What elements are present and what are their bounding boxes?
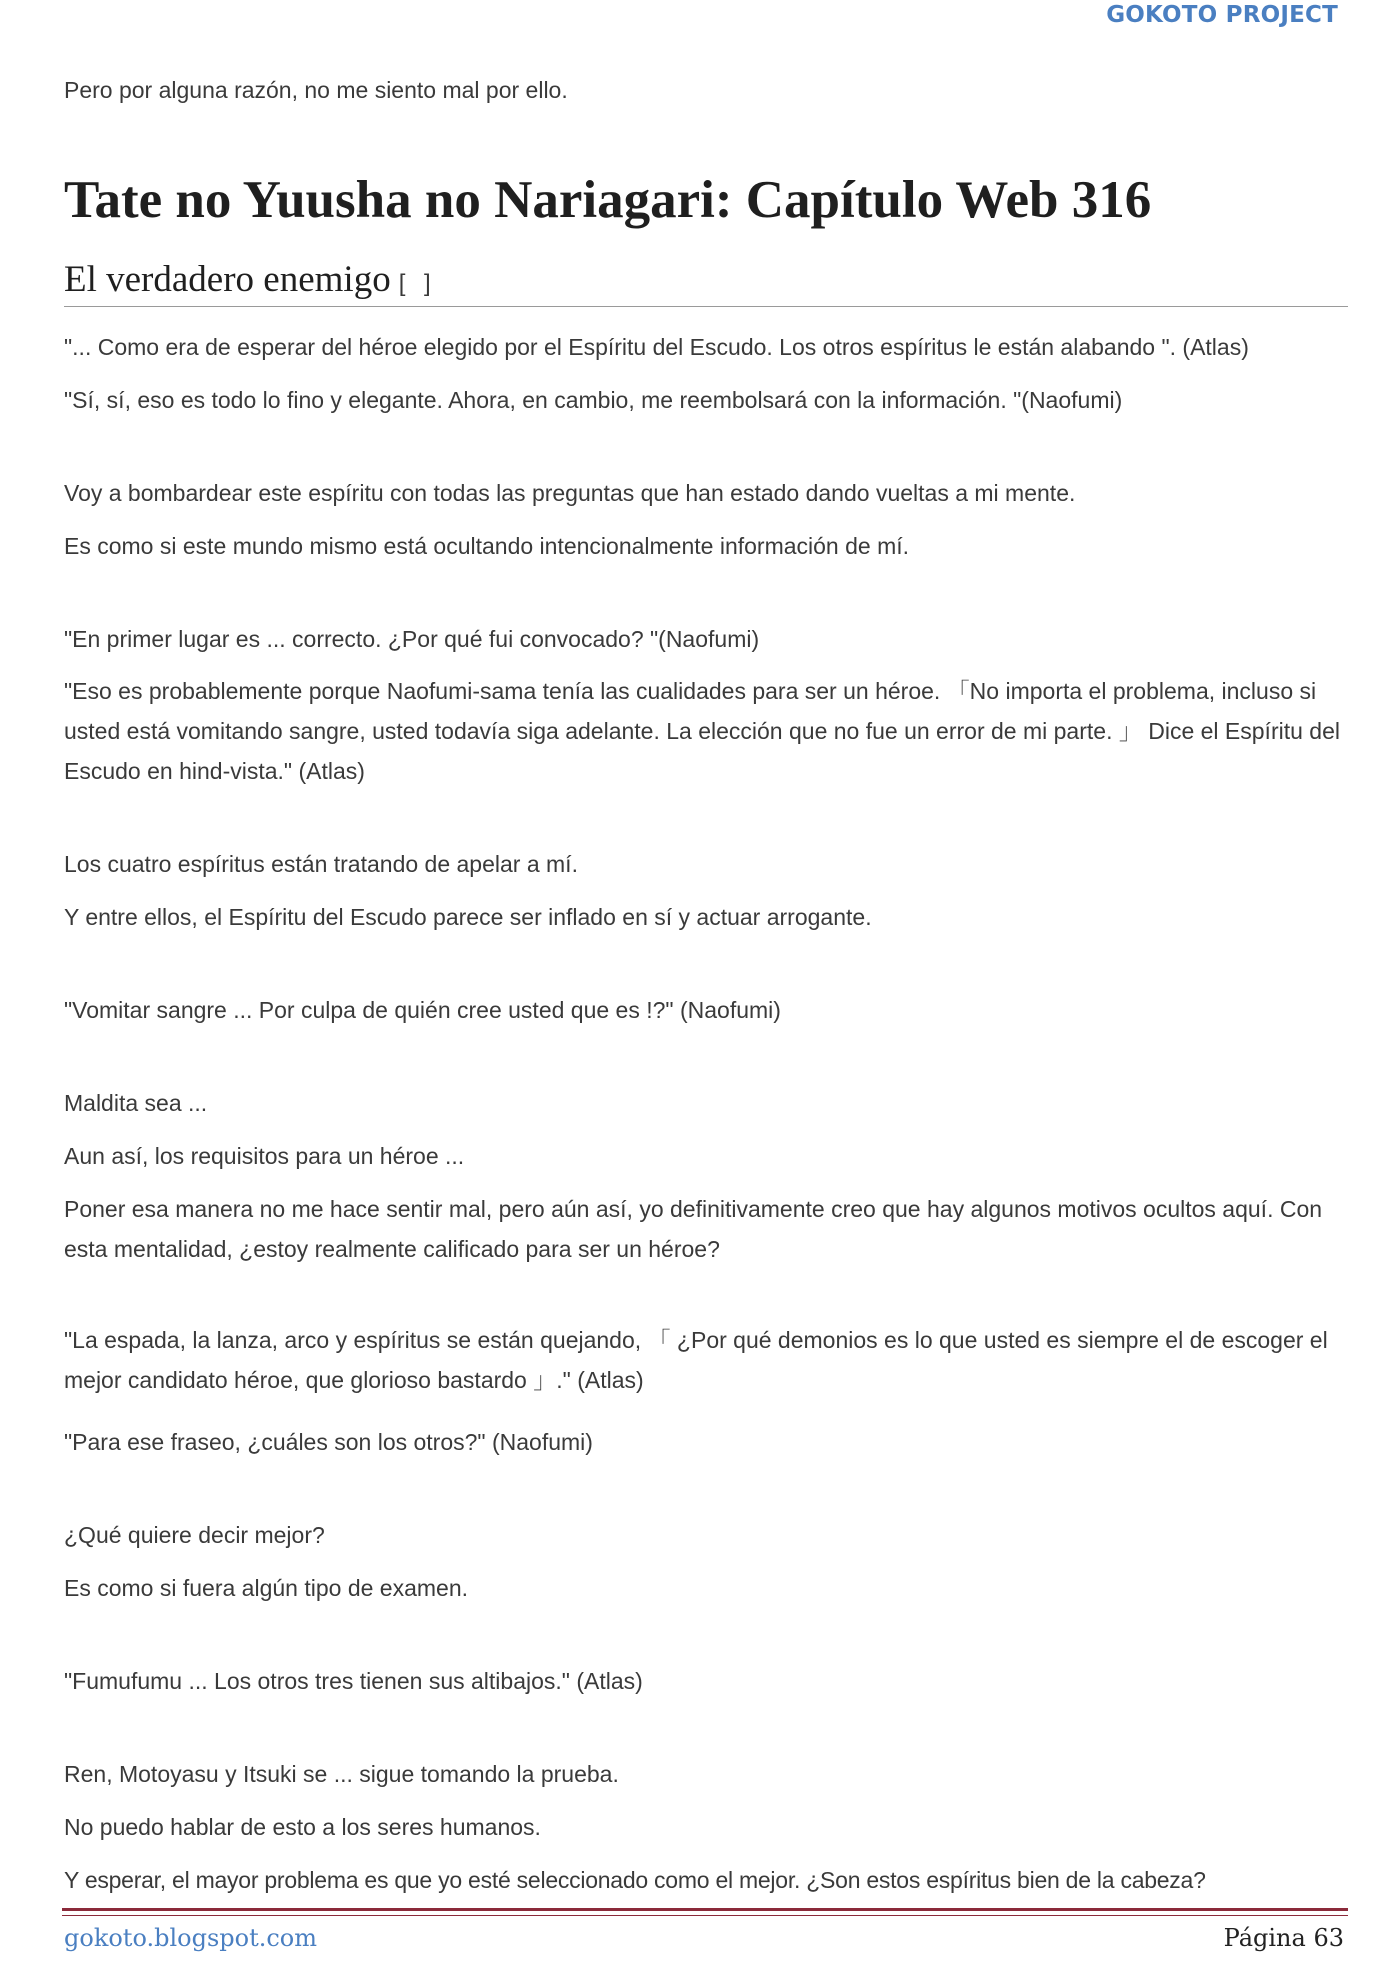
paragraph: Ren, Motoyasu y Itsuki se ... sigue tomando la prueba. — [64, 1761, 619, 1787]
paragraph: Y entre ellos, el Espíritu del Escudo parece ser inflado en sí y actuar arrogante. — [64, 904, 872, 930]
paragraph: "Vomitar sangre ... Por culpa de quién cree usted que es !?" (Naofumi) — [64, 997, 781, 1023]
footer-rule-thin — [62, 1915, 1348, 1916]
paragraph: Y esperar, el mayor problema es que yo esté seleccionado como el mejor. ¿Son estos espíritus bien de la cabeza? — [64, 1867, 1206, 1893]
subtitle-bracket: [ ] — [398, 270, 437, 297]
chapter-subtitle-block — [64, 258, 1348, 307]
header-brand: GOKOTO PROJECT — [1106, 2, 1338, 28]
chapter-title: Tate no Yuusha no Nariagari: Capítulo Web 316 — [64, 171, 1152, 229]
paragraph: "Para ese fraseo, ¿cuáles son los otros?" (Naofumi) — [64, 1429, 593, 1455]
paragraph: ¿Qué quiere decir mejor? — [64, 1522, 325, 1548]
paragraph: No puedo hablar de esto a los seres humanos. — [64, 1814, 541, 1840]
paragraph: Es como si fuera algún tipo de examen. — [64, 1575, 469, 1601]
footer-page-number: Página 63 — [1223, 1924, 1344, 1952]
paragraph: Voy a bombardear este espíritu con todas las preguntas que han estado dando vueltas a mi mente. — [64, 480, 1076, 506]
paragraph: Es como si este mundo mismo está ocultando intencionalmente información de mí. — [64, 533, 910, 559]
paragraph: "La espada, la lanza, arco y espíritus se están quejando, 「 ¿Por qué demonios es lo que usted es siempre el de escoger el mejor candidato héroe, que glorioso bastardo 」." (Atlas) — [64, 1327, 1328, 1393]
footer-site-link[interactable]: gokoto.blogspot.com — [64, 1924, 318, 1952]
paragraph: Maldita sea ... — [64, 1090, 208, 1116]
paragraph: "Fumufumu ... Los otros tres tienen sus altibajos." (Atlas) — [64, 1668, 643, 1694]
paragraph: "Eso es probablemente porque Naofumi-sama tenía las cualidades para ser un héroe. 「No importa el problema, incluso si usted está vomitando sangre, usted todavía siga adelante. La elección que no fue un error de mi parte. 」 Dice el Espíritu del Escudo en hind-vista." (Atlas) — [64, 678, 1340, 784]
intro-paragraph: Pero por alguna razón, no me siento mal por ello. — [64, 77, 568, 103]
chapter-subtitle: El verdadero enemigo — [64, 259, 391, 300]
paragraph: Poner esa manera no me hace sentir mal, pero aún así, yo definitivamente creo que hay algunos motivos ocultos aquí. Con esta mentalidad, ¿estoy realmente calificado para ser un héroe? — [64, 1196, 1323, 1262]
paragraph: "... Como era de esperar del héroe elegido por el Espíritu del Escudo. Los otros espíritus le están alabando ". (Atlas) — [64, 334, 1249, 360]
paragraph: Aun así, los requisitos para un héroe ... — [64, 1143, 465, 1169]
paragraph: Los cuatro espíritus están tratando de apelar a mí. — [64, 851, 578, 877]
paragraph: "Sí, sí, eso es todo lo fino y elegante. Ahora, en cambio, me reembolsará con la información. "(Naofumi) — [64, 387, 1123, 413]
paragraph: "En primer lugar es ... correcto. ¿Por qué fui convocado? "(Naofumi) — [64, 626, 760, 652]
footer-rule — [62, 1908, 1348, 1911]
